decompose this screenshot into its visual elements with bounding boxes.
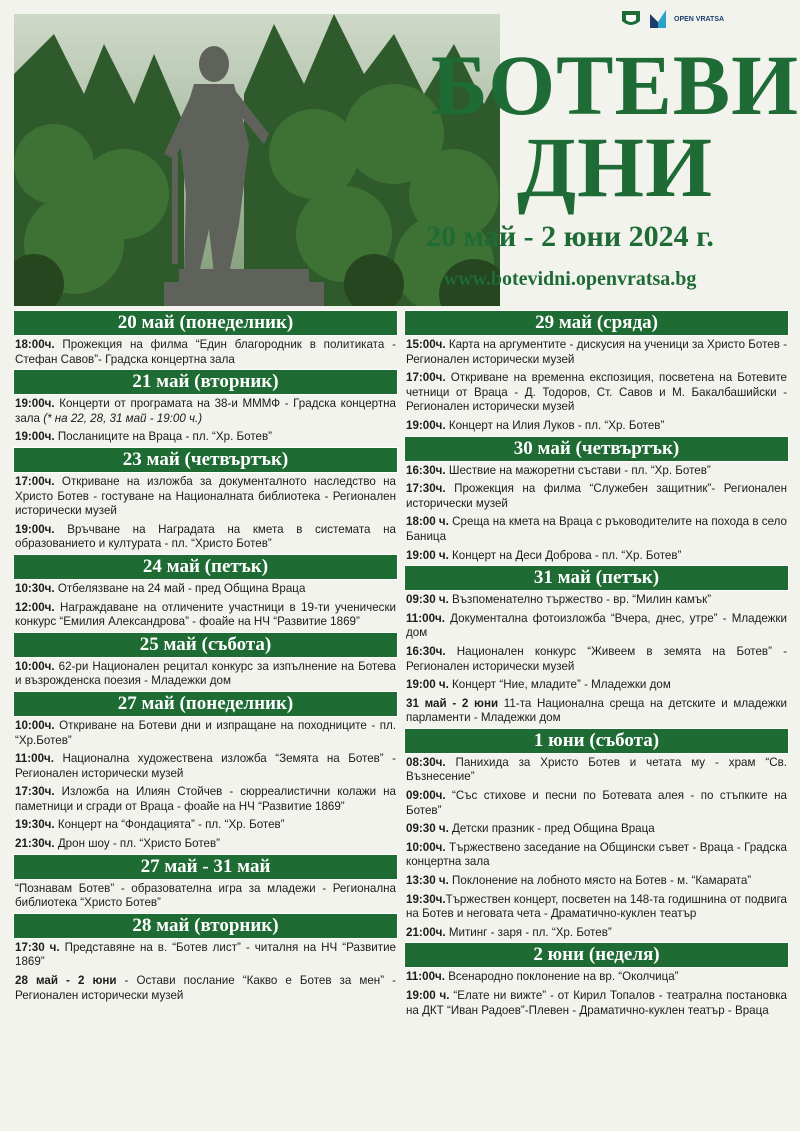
event-text: Документална фотоизложба “Вчера, днес, утре” - Младежки дом xyxy=(406,611,787,640)
day-block xyxy=(404,310,789,436)
day-heading: 21 май (вторник) xyxy=(13,369,398,395)
event-item xyxy=(404,591,789,610)
day-heading: 25 май (събота) xyxy=(13,632,398,658)
event-item xyxy=(404,924,789,943)
day-block xyxy=(13,913,398,1005)
event-time: 16:30ч. xyxy=(406,644,446,658)
logo-text: OPEN VRATSA xyxy=(674,15,725,23)
event-text: - Остави послание “Какво е Ботев за мен” - Регионален исторически музей xyxy=(15,974,396,1002)
day-block xyxy=(404,565,789,728)
event-item xyxy=(13,972,398,1005)
event-text: Среща на кмета на Враца с ръководителите на похода в село Баница xyxy=(406,515,787,543)
day-heading: 23 май (четвъртък) xyxy=(13,447,398,473)
event-item xyxy=(13,880,398,913)
event-item xyxy=(404,336,789,369)
left-column xyxy=(13,310,398,1005)
event-item xyxy=(13,473,398,521)
event-text: Прожекция на филма “Служебен защитник”- Регионален исторически музей xyxy=(406,482,787,510)
event-text: Концерт на “Фондацията” - пл. “Хр. Ботев” xyxy=(54,818,285,832)
day-heading: 24 май (петък) xyxy=(13,554,398,580)
vratsa-coat-of-arms-icon xyxy=(620,9,642,29)
event-time: 12:00ч. xyxy=(15,600,55,614)
event-text: Шествие на мажоретни състави - пл. “Хр. Ботев” xyxy=(445,463,711,477)
event-text: Концерт “Ние, младите” - Младежки дом xyxy=(448,678,671,692)
event-item xyxy=(404,610,789,643)
event-time: 16:30ч. xyxy=(406,463,446,477)
event-text: Награждаване на отличените участници в 19-ти ученически конкурс “Емилия Александрова” - фоайе на НЧ “Развитие 1869” xyxy=(15,600,396,629)
event-time: 10:00ч. xyxy=(406,840,446,854)
event-item xyxy=(13,395,398,428)
event-text: 62-ри Национален рецитал конкурс за изпълнение на Ботева и възрожденска поезия - Младежки дом xyxy=(15,659,396,688)
event-item xyxy=(13,939,398,972)
event-time: 19:00ч. xyxy=(15,397,55,411)
day-heading: 20 май (понеделник) xyxy=(13,310,398,336)
event-text: Изложба на Илиян Стойчев - сюрреалистични колажи на паметници и сгради от Враца - фоайе на НЧ “Развитие 1869” xyxy=(15,785,396,813)
event-text: Откриване на Ботеви дни и изпращане на походниците - пл. “Хр.Ботев” xyxy=(15,718,396,747)
event-note: (* на 22, 28, 31 май - 19:00 ч.) xyxy=(43,411,203,425)
event-text: “Елате ни вижте” - от Кирил Топалов - театрална постановка на ДКТ “Иван Радоев”-Плевен - Драматично-куклен театър - Враца xyxy=(406,989,787,1017)
event-item xyxy=(404,676,789,695)
day-block xyxy=(404,942,789,1020)
event-time: 17:00ч. xyxy=(15,474,55,488)
title-line-2: ДНИ xyxy=(517,119,713,215)
event-dates: 20 май - 2 юни 2024 г. xyxy=(426,220,714,253)
event-item xyxy=(404,480,789,513)
event-text: Карта на аргументите - дискусия на ученици за Христо Ботев - Регионален исторически музей xyxy=(406,338,787,366)
event-time: 19:00 ч. xyxy=(406,678,449,692)
event-text: Концерти от програмата на 38-и МММФ - Градска концертна зала xyxy=(15,397,396,425)
event-text: Възпоменателно тържество - вр. “Милин камък” xyxy=(448,593,712,607)
logos xyxy=(620,6,790,32)
event-item xyxy=(404,754,789,787)
event-time: 19:00ч. xyxy=(15,522,55,536)
event-item xyxy=(13,599,398,632)
event-text: “Познавам Ботев” - образователна игра за младежи - Регионална библиотека “Христо Ботев” xyxy=(15,881,396,910)
day-block xyxy=(13,854,398,913)
event-item xyxy=(13,783,398,816)
event-item xyxy=(13,750,398,783)
event-item xyxy=(13,521,398,554)
event-time: 19:00ч. xyxy=(15,430,55,444)
event-item xyxy=(13,835,398,854)
event-item xyxy=(404,369,789,417)
event-text: Посланиците на Враца - пл. “Хр. Ботев” xyxy=(54,430,272,444)
event-time: 19:00ч. xyxy=(406,418,446,432)
event-text: Поклонение на лобното място на Ботев - м. “Камарата” xyxy=(448,874,752,888)
event-time: 18:00ч. xyxy=(15,338,55,351)
event-item xyxy=(13,658,398,691)
event-time: 28 май - 2 юни xyxy=(15,974,117,988)
event-time: 15:00ч. xyxy=(406,338,446,351)
event-text: Концерт на Илия Луков - пл. “Хр. Ботев” xyxy=(445,418,665,432)
event-text: Тържествено заседание на Общински съвет - Враца - Градска концертна зала xyxy=(406,840,787,869)
event-time: 17:00ч. xyxy=(406,371,446,385)
event-time: 10:00ч. xyxy=(15,718,55,732)
event-time: 21:00ч. xyxy=(406,925,446,939)
day-block xyxy=(13,691,398,854)
day-heading: 2 юни (неделя) xyxy=(404,942,789,968)
event-item xyxy=(13,717,398,750)
event-time: 08:30ч. xyxy=(406,755,446,769)
event-item xyxy=(404,968,789,987)
event-time: 19:30ч. xyxy=(406,892,446,906)
event-time: 19:00 ч. xyxy=(406,548,449,562)
event-time: 21:30ч. xyxy=(15,837,55,851)
day-block xyxy=(13,310,398,369)
event-text: 11-та Национална среща на детските и младежки парламенти - Младежки дом xyxy=(406,696,788,725)
event-text: Митинг - заря - пл. “Хр. Ботев” xyxy=(445,925,612,939)
botev-monument-photo xyxy=(14,14,500,306)
day-block xyxy=(404,436,789,566)
event-item xyxy=(404,987,789,1020)
event-item xyxy=(13,816,398,835)
event-item xyxy=(404,643,789,676)
right-column xyxy=(404,310,789,1020)
day-block xyxy=(13,632,398,691)
page-title xyxy=(430,37,800,215)
day-heading: 27 май - 31 май xyxy=(13,854,398,880)
day-block xyxy=(13,554,398,632)
event-time: 11:00ч. xyxy=(15,752,54,766)
day-heading: 29 май (сряда) xyxy=(404,310,789,336)
event-time: 18:00 ч. xyxy=(406,515,449,529)
event-time: 10:30ч. xyxy=(15,581,55,595)
event-time: 19:30ч. xyxy=(15,818,55,832)
event-item xyxy=(404,547,789,566)
event-time: 19:00 ч. xyxy=(406,989,450,1002)
event-item xyxy=(404,417,789,436)
event-text: Всенародно поклонение на вр. “Околчица” xyxy=(444,970,679,984)
event-time: 09:30 ч. xyxy=(406,822,449,836)
event-text: Концерт на Деси Доброва - пл. “Хр. Ботев” xyxy=(448,548,682,562)
website-link[interactable]: www.botevidni.openvratsa.bg xyxy=(443,268,697,290)
day-block xyxy=(13,369,398,447)
event-time: 11:00ч. xyxy=(406,611,445,625)
event-item xyxy=(404,891,789,924)
event-item xyxy=(13,336,398,369)
event-text: Откриване на временна експозиция, посветена на Ботевите четници от Враца - Д. Тодоров, Ст. Савов и М. Бакалбашийски - Регионален исторически музей xyxy=(406,371,787,414)
event-item xyxy=(404,695,789,728)
event-item xyxy=(404,820,789,839)
title-line-1: БОТЕВИ xyxy=(430,37,800,133)
event-item xyxy=(404,513,789,546)
day-heading: 27 май (понеделник) xyxy=(13,691,398,717)
event-item xyxy=(13,428,398,447)
event-text: Панихида за Христо Ботев и четата му - храм “Св. Възнесение” xyxy=(406,755,787,784)
event-text: Отбелязване на 24 май - пред Община Враца xyxy=(54,581,306,595)
event-text: Прожекция на филма “Един благородник в политиката - Стефан Савов”- Градска концертна зала xyxy=(15,338,396,366)
event-time: 09:30 ч. xyxy=(406,593,449,607)
event-time: 13:30 ч. xyxy=(406,874,449,888)
event-text: Национален конкурс “Живеем в земята на Ботев” - Регионален исторически музей xyxy=(406,644,787,673)
event-time: 17:30ч. xyxy=(15,785,55,799)
event-text: Тържествен концерт, посветен на 148-та годишнина от подвига на Ботев и неговата чета - Драматично-куклен театър xyxy=(406,892,787,921)
event-item xyxy=(13,580,398,599)
event-text: Представяне на в. “Ботев лист” - читалня на НЧ “Развитие 1869” xyxy=(15,940,396,969)
event-item xyxy=(404,872,789,891)
event-time: 17:30ч. xyxy=(406,482,446,496)
event-item xyxy=(404,462,789,481)
open-vratsa-logo-icon xyxy=(650,10,666,28)
day-heading: 31 май (петък) xyxy=(404,565,789,591)
day-heading: 28 май (вторник) xyxy=(13,913,398,939)
event-text: Връчване на Наградата на кмета в системата на образованието и културата - пл. “Христо Ботев” xyxy=(15,522,396,551)
event-text: Детски празник - пред Община Враца xyxy=(448,822,655,836)
event-text: Дрон шоу - пл. “Христо Ботев” xyxy=(54,837,221,851)
event-time: 17:30 ч. xyxy=(15,940,60,954)
day-heading: 30 май (четвъртък) xyxy=(404,436,789,462)
monument-illustration xyxy=(14,14,500,306)
event-item xyxy=(404,787,789,820)
event-time: 10:00ч. xyxy=(15,659,55,673)
day-heading: 1 юни (събота) xyxy=(404,728,789,754)
hero xyxy=(0,0,800,310)
event-text: Национална художествена изложба “Земята на Ботев” - Регионален исторически музей xyxy=(15,752,396,780)
day-block xyxy=(13,447,398,554)
event-time: 11:00ч. xyxy=(406,970,445,984)
day-block xyxy=(404,728,789,943)
event-time: 09:00ч. xyxy=(406,789,446,803)
event-text: “Със стихове и песни по Ботевата алея - по стъпките на Ботев” xyxy=(406,789,787,817)
event-time: 31 май - 2 юни xyxy=(406,696,499,710)
event-item xyxy=(404,839,789,872)
event-text: Откриване на изложба за документалното наследство на Христо Ботев - гостуване на Националната библиотека - Регионален исторически музей xyxy=(15,474,396,518)
